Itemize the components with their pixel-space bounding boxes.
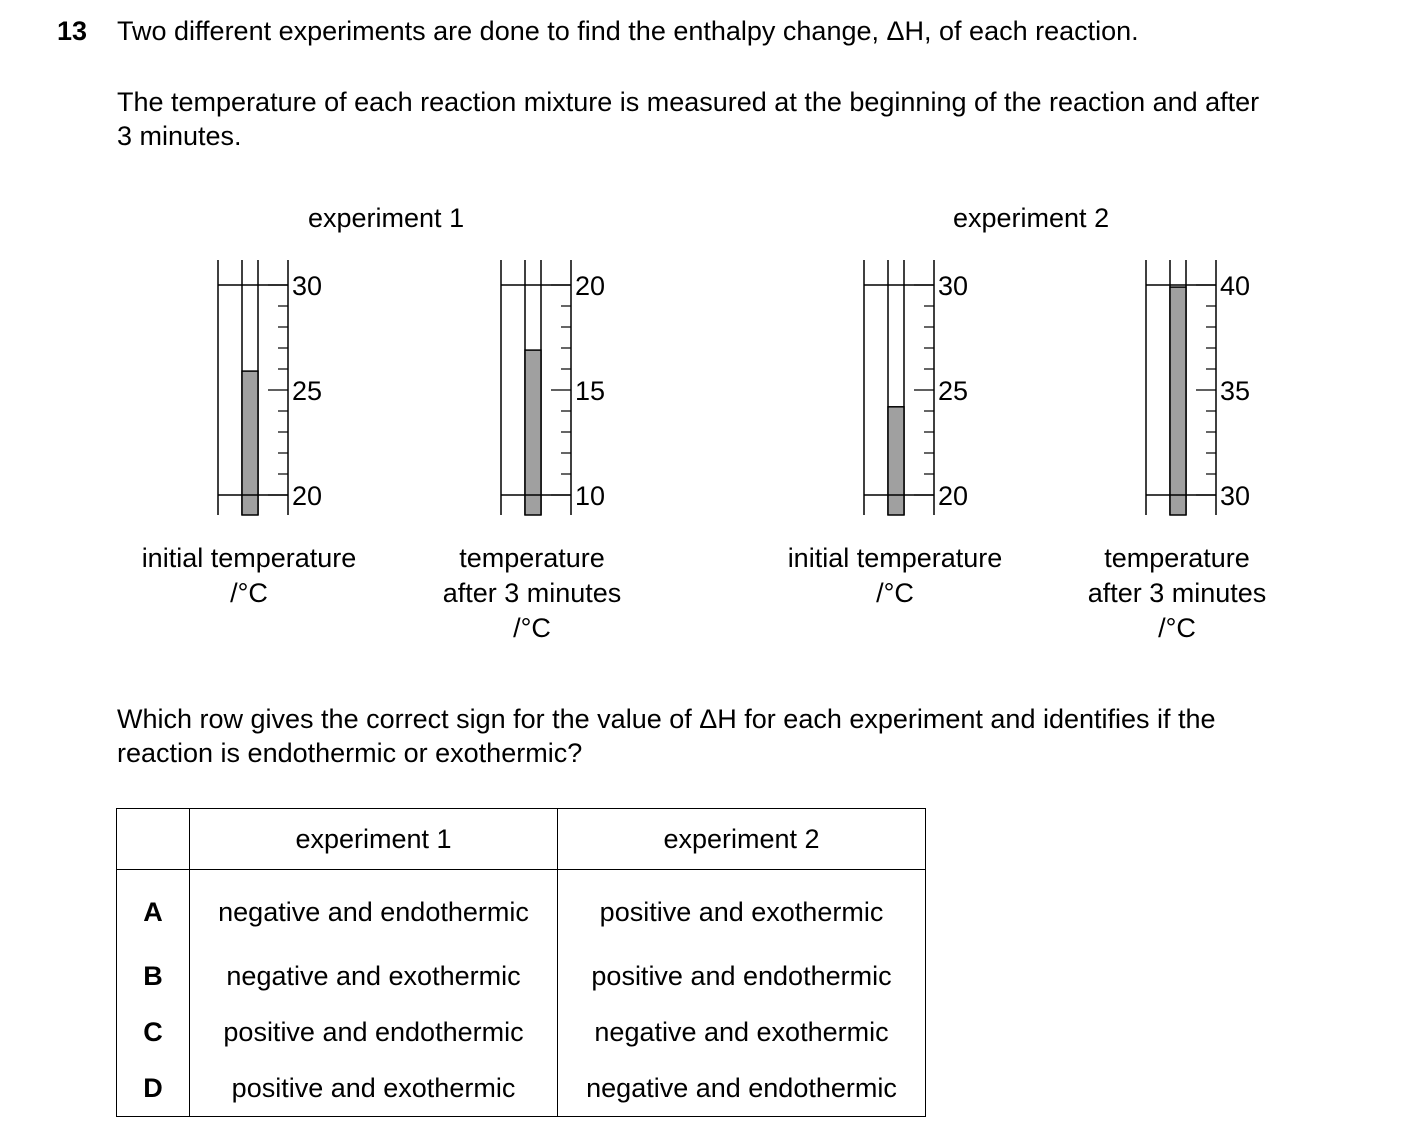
- prompt-line-1: Which row gives the correct sign for the value of ΔH for each experiment and identifies if the: [117, 704, 1216, 734]
- scale-label: 20: [575, 271, 606, 301]
- option-row-b[interactable]: [117, 948, 926, 1004]
- scale-label: 30: [938, 271, 969, 301]
- measurement-line-1: The temperature of each reaction mixture is measured at the beginning of the reaction and after: [117, 87, 1260, 117]
- mercury-column: [242, 371, 258, 515]
- option-exp2: negative and endothermic: [558, 1060, 926, 1117]
- option-letter: C: [117, 1004, 190, 1060]
- experiment-1-label: experiment 1: [308, 203, 465, 233]
- option-row-d[interactable]: [117, 1060, 926, 1117]
- header-blank: [117, 809, 190, 870]
- caption-line: temperature: [459, 543, 605, 573]
- caption-unit: /°C: [230, 578, 268, 608]
- option-exp1: negative and exothermic: [190, 948, 558, 1004]
- experiment-2-label: experiment 2: [953, 203, 1110, 233]
- option-exp2: negative and exothermic: [558, 1004, 926, 1060]
- measurement-text: [117, 85, 1345, 153]
- option-letter: A: [117, 870, 190, 949]
- caption-line: after 3 minutes: [1087, 578, 1267, 608]
- prompt-line-2: reaction is endothermic or exothermic?: [117, 738, 583, 768]
- question-intro: Two different experiments are done to find the enthalpy change, ΔH, of each reaction.: [117, 16, 1139, 46]
- option-exp1: negative and endothermic: [190, 870, 558, 949]
- table-header-row: [117, 809, 926, 870]
- scale-label: 15: [575, 376, 606, 406]
- thermometer-exp2-after: [1138, 255, 1258, 525]
- scale-label: 20: [938, 481, 969, 511]
- scale-label: 35: [1220, 376, 1251, 406]
- caption-line: initial temperature: [141, 543, 357, 573]
- caption-exp2-after: [1007, 541, 1347, 646]
- scale-label: 40: [1220, 271, 1251, 301]
- scale-label: 25: [292, 376, 323, 406]
- measurement-line-2: 3 minutes.: [117, 121, 242, 151]
- thermometer-exp1-after: [493, 255, 613, 525]
- option-exp1: positive and endothermic: [190, 1004, 558, 1060]
- mercury-column: [1170, 287, 1186, 515]
- option-row-c[interactable]: [117, 1004, 926, 1060]
- caption-line: temperature: [1104, 543, 1250, 573]
- scale-label: 10: [575, 481, 606, 511]
- question-number: 13: [57, 16, 88, 46]
- option-exp2: positive and endothermic: [558, 948, 926, 1004]
- mercury-column: [888, 407, 904, 515]
- caption-unit: /°C: [1158, 613, 1196, 643]
- scale-label: 30: [1220, 481, 1251, 511]
- option-exp2: positive and exothermic: [558, 870, 926, 949]
- option-exp1: positive and exothermic: [190, 1060, 558, 1117]
- option-row-a[interactable]: [117, 870, 926, 949]
- caption-exp1-after: [362, 541, 702, 646]
- mercury-column: [525, 350, 541, 515]
- option-letter: D: [117, 1060, 190, 1117]
- option-letter: B: [117, 948, 190, 1004]
- thermometer-exp2-initial: [856, 255, 976, 525]
- caption-line: initial temperature: [787, 543, 1003, 573]
- question-prompt: [117, 702, 1345, 770]
- caption-unit: /°C: [513, 613, 551, 643]
- scale-label: 30: [292, 271, 323, 301]
- caption-line: after 3 minutes: [442, 578, 622, 608]
- header-experiment-1: experiment 1: [190, 809, 558, 870]
- caption-unit: /°C: [876, 578, 914, 608]
- answer-table: [116, 808, 926, 1117]
- scale-label: 20: [292, 481, 323, 511]
- thermometer-exp1-initial: [210, 255, 330, 525]
- header-experiment-2: experiment 2: [558, 809, 926, 870]
- scale-label: 25: [938, 376, 969, 406]
